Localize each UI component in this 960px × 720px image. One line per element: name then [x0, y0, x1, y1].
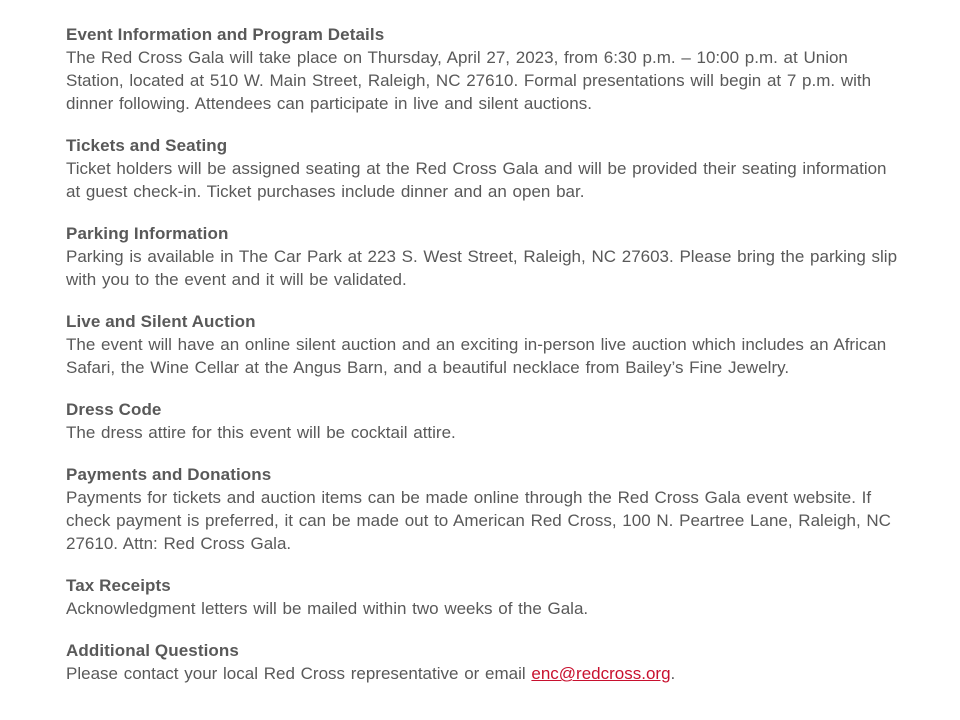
section-parking-information: [66, 222, 906, 291]
section-body: Parking is available in The Car Park at 223 S. West Street, Raleigh, NC 27603. Please bring the parking slip with you to the event and it will be validated.: [66, 247, 898, 289]
section-body: The Red Cross Gala will take place on Thursday, April 27, 2023, from 6:30 p.m. – 10:00 p.m. at Union Station, located at 510 W. Main Street, Raleigh, NC 27610. Formal presentations will begin at 7 p.m. with dinner following. Attendees can participate in live and silent auctions.: [66, 48, 872, 113]
section-body: The event will have an online silent auction and an exciting in-person live auction which includes an African Safari, the Wine Cellar at the Angus Barn, and a beautiful necklace from Bailey’s Fine Jewelry.: [66, 335, 887, 377]
section-body: Acknowledgment letters will be mailed within two weeks of the Gala.: [66, 599, 589, 618]
section-body: The dress attire for this event will be cocktail attire.: [66, 423, 456, 442]
section-heading: Tickets and Seating: [66, 136, 228, 155]
section-tax-receipts: [66, 574, 906, 620]
document-body: [66, 23, 906, 704]
section-body: Ticket holders will be assigned seating at the Red Cross Gala and will be provided their seating information at guest check-in. Ticket purchases include dinner and an open bar.: [66, 159, 887, 201]
contact-text-end: .: [670, 664, 676, 683]
section-heading: Parking Information: [66, 224, 229, 243]
section-additional-questions: [66, 639, 906, 685]
section-event-information: [66, 23, 906, 115]
section-tickets-seating: [66, 134, 906, 203]
section-live-silent-auction: [66, 310, 906, 379]
section-payments-donations: [66, 463, 906, 555]
section-heading: Tax Receipts: [66, 576, 171, 595]
section-heading: Dress Code: [66, 400, 162, 419]
section-heading: Additional Questions: [66, 641, 239, 660]
section-body: [66, 662, 906, 685]
section-dress-code: [66, 398, 906, 444]
contact-text: Please contact your local Red Cross representative or email: [66, 664, 532, 683]
email-link[interactable]: enc@redcross.org: [531, 664, 671, 683]
section-heading: Event Information and Program Details: [66, 25, 385, 44]
section-heading: Live and Silent Auction: [66, 312, 256, 331]
section-heading: Payments and Donations: [66, 465, 272, 484]
section-body: Payments for tickets and auction items can be made online through the Red Cross Gala event website. If check payment is preferred, it can be made out to American Red Cross, 100 N. Peartree Lane, Raleigh, NC 27610. Attn: Red Cross Gala.: [66, 488, 891, 553]
